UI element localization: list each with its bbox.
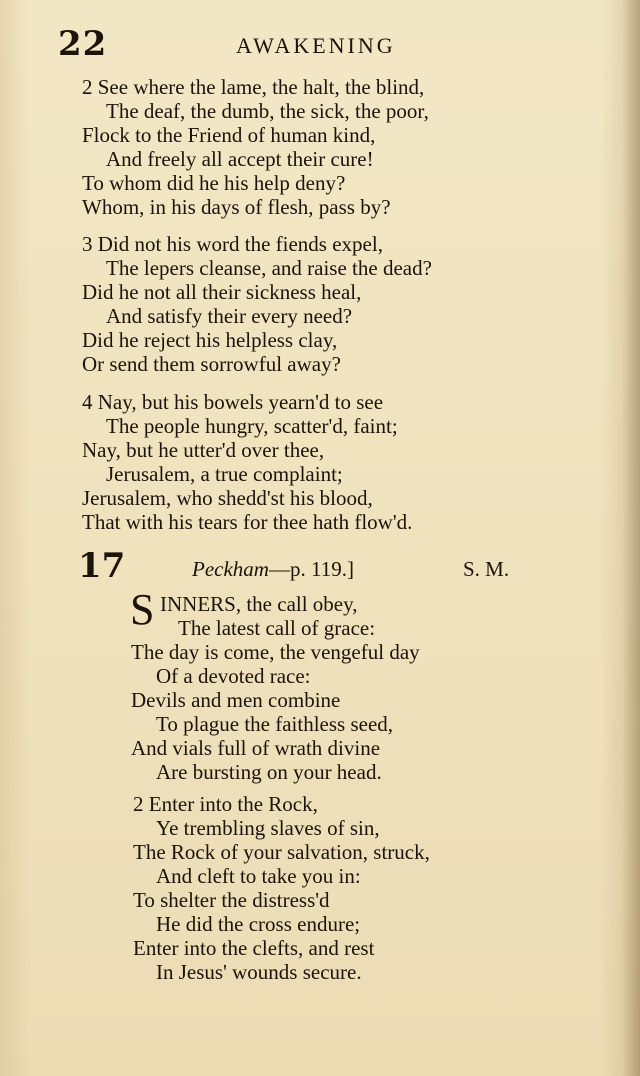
verse-line: The latest call of grace: — [178, 616, 376, 640]
verse-line: Ye trembling slaves of sin, — [156, 816, 380, 840]
verse-line: Enter into the clefts, and rest — [133, 936, 375, 960]
tune-page-ref: —p. 119.] — [268, 557, 354, 581]
verse-line: The day is come, the vengeful day — [131, 640, 420, 664]
verse-line: To whom did he his help deny? — [82, 171, 346, 195]
verse-line: Or send them sorrowful away? — [82, 352, 341, 376]
verse-line: Whom, in his days of flesh, pass by? — [82, 195, 391, 219]
verse-line: And cleft to take you in: — [156, 864, 361, 888]
verse-line: Did he reject his helpless clay, — [82, 328, 338, 352]
verse-line: The people hungry, scatter'd, faint; — [106, 414, 398, 438]
verse-line: 2 See where the lame, the halt, the blind, — [82, 75, 425, 99]
verse-line: Jerusalem, a true complaint; — [106, 462, 343, 486]
verse-line: 2 Enter into the Rock, — [133, 792, 318, 816]
verse-line: Did he not all their sickness heal, — [82, 280, 362, 304]
hymn-number: 17 — [78, 546, 126, 586]
verse-line: Nay, but he utter'd over thee, — [82, 438, 325, 462]
verse-line: He did the cross endure; — [156, 912, 361, 936]
running-head: AWAKENING — [236, 33, 396, 58]
verse-line: The Rock of your salvation, struck, — [133, 840, 430, 864]
page-number: 22 — [58, 24, 108, 64]
verse-line: Jerusalem, who shedd'st his blood, — [82, 486, 373, 510]
verse-line: To plague the faithless seed, — [156, 712, 394, 736]
verse-line: Of a devoted race: — [156, 664, 311, 688]
verse-line: Flock to the Friend of human kind, — [82, 123, 376, 147]
verse-line: 3 Did not his word the fiends expel, — [82, 232, 383, 256]
verse-line: Are bursting on your head. — [156, 760, 382, 784]
tune-name: Peckham — [192, 557, 269, 581]
verse-line: 4 Nay, but his bowels yearn'd to see — [82, 390, 384, 414]
verse-line: The lepers cleanse, and raise the dead? — [106, 256, 432, 280]
verse-line: To shelter the distress'd — [133, 888, 330, 912]
verse-line: And satisfy their every need? — [106, 304, 353, 328]
verse-line: And freely all accept their cure! — [106, 147, 374, 171]
verse-line: That with his tears for thee hath flow'd. — [82, 510, 413, 534]
verse-line: Devils and men combine — [131, 688, 341, 712]
meter: S. M. — [463, 557, 510, 581]
drop-cap: S — [130, 585, 155, 634]
verse-line: INNERS, the call obey, — [160, 592, 358, 616]
tune-reference — [192, 557, 354, 582]
verse-line: The deaf, the dumb, the sick, the poor, — [106, 99, 429, 123]
verse-line: And vials full of wrath divine — [131, 736, 381, 760]
page-edge-shadow — [622, 0, 640, 1076]
verse-line: In Jesus' wounds secure. — [156, 960, 362, 984]
